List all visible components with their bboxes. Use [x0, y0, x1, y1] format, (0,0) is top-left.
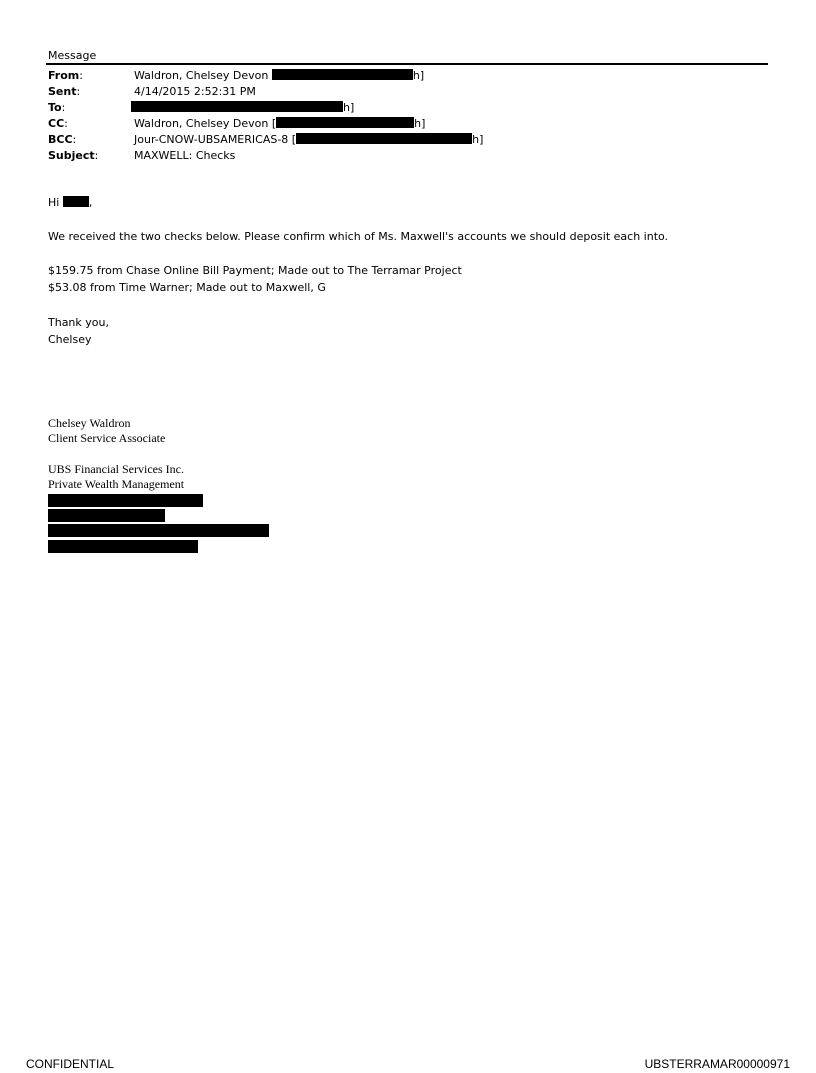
body-paragraph: We received the two checks below. Please confirm which of Ms. Maxwell's accounts we should deposit each into. — [48, 230, 669, 243]
message-label: Message — [48, 49, 97, 62]
check-line-2: $53.08 from Time Warner; Made out to Maxwell, G — [48, 281, 326, 294]
redacted-name — [63, 196, 89, 207]
redacted-recipient — [131, 101, 343, 112]
sender-first-name: Chelsey — [48, 333, 92, 346]
greeting-suffix: , — [88, 196, 93, 209]
cc-name: Waldron, Chelsey Devon [ — [134, 117, 277, 130]
confidential-label: CONFIDENTIAL — [26, 1057, 115, 1071]
from-name: Waldron, Chelsey Devon — [134, 69, 269, 82]
from-label: From: — [48, 69, 83, 82]
from-tail: h] — [412, 69, 425, 82]
subject-label: Subject: — [48, 149, 99, 162]
bates-number: UBSTERRAMAR00000971 — [644, 1057, 790, 1071]
to-tail: h] — [343, 101, 355, 114]
cc-tail: h] — [414, 117, 426, 130]
redacted-email-line — [48, 540, 198, 553]
redacted-phone-line — [48, 524, 269, 537]
signature-division: Private Wealth Management — [48, 477, 185, 491]
sent-value: 4/14/2015 2:52:31 PM — [134, 85, 256, 98]
redacted-email — [272, 69, 413, 80]
cc-value — [134, 117, 425, 130]
redacted-email — [296, 133, 472, 144]
to-value — [131, 101, 354, 114]
bcc-name: Jour-CNOW-UBSAMERICAS-8 [ — [134, 133, 297, 146]
to-label: To: — [48, 101, 66, 114]
greeting — [48, 194, 92, 211]
closing-text: Thank you, — [48, 316, 109, 329]
bcc-label: BCC: — [48, 133, 77, 146]
redacted-address-line — [48, 494, 203, 507]
signature-name: Chelsey Waldron — [48, 416, 131, 430]
from-value — [134, 69, 424, 82]
sent-label: Sent: — [48, 85, 81, 98]
signature-title: Client Service Associate — [48, 431, 166, 445]
redacted-email — [276, 117, 414, 128]
redacted-address-line — [48, 509, 165, 522]
greeting-prefix: Hi — [48, 196, 60, 209]
subject-value: MAXWELL: Checks — [134, 149, 236, 162]
cc-label: CC: — [48, 117, 68, 130]
bcc-tail: h] — [472, 133, 484, 146]
bcc-value — [134, 133, 483, 146]
signature-company: UBS Financial Services Inc. — [48, 462, 184, 476]
check-line-1: $159.75 from Chase Online Bill Payment; Made out to The Terramar Project — [48, 264, 462, 277]
header-divider — [46, 63, 768, 65]
